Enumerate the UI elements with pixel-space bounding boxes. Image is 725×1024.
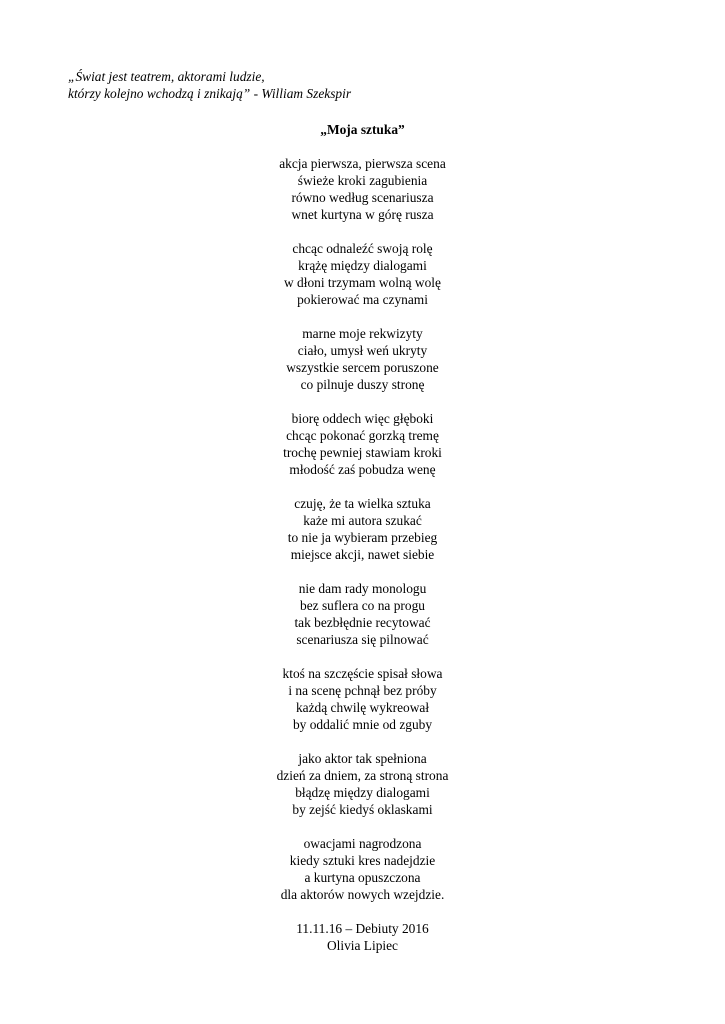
poem-line: błądzę między dialogami xyxy=(295,785,430,800)
stanza xyxy=(0,665,725,733)
poem-line: dzień za dniem, za stroną strona xyxy=(276,768,449,783)
poem-line: wszystkie sercem poruszone xyxy=(286,360,439,375)
epigraph-line: „Świat jest teatrem, aktorami ludzie, xyxy=(68,69,265,84)
poem-line: chcąc odnaleźć swoją rolę xyxy=(292,241,433,256)
poem-line: każdą chwilę wykreował xyxy=(295,700,430,715)
poem-line: ciało, umysł weń ukryty xyxy=(297,343,428,358)
stanza xyxy=(0,495,725,563)
poem-line: to nie ja wybieram przebieg xyxy=(287,530,438,545)
author-name: Olivia Lipiec xyxy=(326,938,399,953)
poem-line: ktoś na szczęście spisał słowa xyxy=(282,666,443,681)
poem-line: chcąc pokonać gorzką tremę xyxy=(286,428,439,443)
poem-line: marne moje rekwizyty xyxy=(302,326,423,341)
poem-line: czuję, że ta wielka sztuka xyxy=(294,496,431,511)
epigraph-line: którzy kolejno wchodzą i znikają” - William Szekspir xyxy=(68,86,352,101)
poem-line: świeże kroki zagubienia xyxy=(297,173,428,188)
poem-line: akcja pierwsza, pierwsza scena xyxy=(279,156,446,171)
poem-line: pokierować ma czynami xyxy=(297,292,428,307)
poem-line: każe mi autora szukać xyxy=(303,513,422,528)
stanza xyxy=(0,325,725,393)
poem-line: owacjami nagrodzona xyxy=(303,836,422,851)
poem-line: kiedy sztuki kres nadejdzie xyxy=(289,853,436,868)
poem-line: młodość zaś pobudza wenę xyxy=(289,462,436,477)
stanza xyxy=(0,410,725,478)
stanza xyxy=(0,155,725,223)
poem-line: równo według scenariusza xyxy=(291,190,434,205)
stanza xyxy=(0,580,725,648)
poem-line: scenariusza się pilnować xyxy=(296,632,429,647)
epigraph-quote xyxy=(68,68,351,102)
poem-line: miejsce akcji, nawet siebie xyxy=(290,547,435,562)
poem-footer xyxy=(0,920,725,954)
poem-title: „Moja sztuka” xyxy=(320,122,405,137)
poem-line: co pilnuje duszy stronę xyxy=(300,377,425,392)
poem-line: wnet kurtyna w górę rusza xyxy=(291,207,434,222)
poem-line: by oddalić mnie od zguby xyxy=(292,717,433,732)
date-line: 11.11.16 – Debiuty 2016 xyxy=(296,921,429,936)
poem-line: biorę oddech więc głęboki xyxy=(291,411,434,426)
stanza xyxy=(0,750,725,818)
poem-line: dla aktorów nowych wzejdzie. xyxy=(280,887,445,902)
poem-line: w dłoni trzymam wolną wolę xyxy=(284,275,441,290)
poem-body xyxy=(0,155,725,903)
poem-line: nie dam rady monologu xyxy=(298,581,427,596)
stanza xyxy=(0,835,725,903)
poem xyxy=(0,121,725,954)
stanza xyxy=(0,240,725,308)
poem-line: krążę między dialogami xyxy=(298,258,427,273)
poem-line: tak bezbłędnie recytować xyxy=(294,615,431,630)
poem-line: by zejść kiedyś oklaskami xyxy=(292,802,433,817)
poem-line: bez suflera co na progu xyxy=(300,598,425,613)
poem-line: i na scenę pchnął bez próby xyxy=(288,683,437,698)
poem-line: a kurtyna opuszczona xyxy=(304,870,421,885)
poem-line: trochę pewniej stawiam kroki xyxy=(283,445,442,460)
poem-line: jako aktor tak spełniona xyxy=(298,751,427,766)
